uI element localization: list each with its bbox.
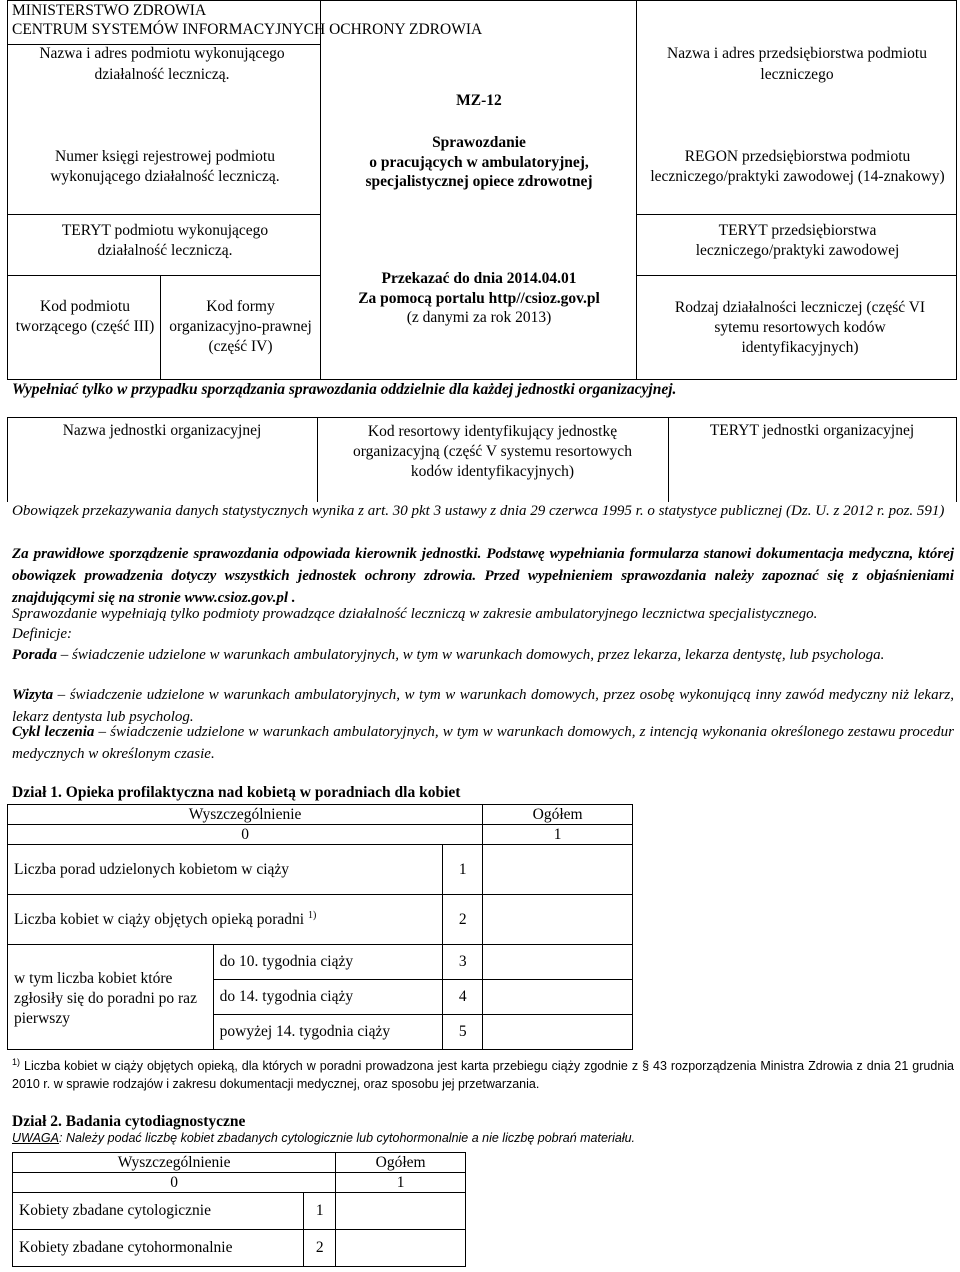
- s1-row2-label: Liczba kobiet w ciąży objętych opieką poradni: [14, 911, 305, 929]
- s1-col-idx1: 1: [483, 825, 633, 845]
- activity-type-label: Rodzaj działalności leczniczej (część VI sytemu resortowych kodów identyfikacyjnych): [674, 299, 926, 356]
- scope-note: Sprawozdanie wypełniają tylko podmioty prowadzące działalność leczniczą w zakresie ambulatoryjnego lecznictwa specjalistycznego.: [12, 606, 818, 622]
- wizyta-term: Wizyta: [12, 687, 54, 703]
- responsibility-note: Za prawidłowe sporządzenie sprawozdania odpowiada kierownik jednostki. Podstawę wypełniania formularza stanowi dokumentacja medyczna, której obowiązek prowadzenia dotyczy wszystkich jednostek ochrony zdrowia. Przed wypełnieniem sprawozdania należy zapoznać się z objaśnieniami znajdującymi się na stronie www.csioz.gov.pl .: [12, 546, 954, 606]
- s1-row1-value[interactable]: [483, 845, 633, 895]
- teryt-enterprise-label: TERYT przedsiębiorstwa leczniczego/praktyki zawodowej: [695, 222, 900, 259]
- unit-name-label: Nazwa jednostki organizacyjnej: [62, 422, 262, 439]
- regon-label: REGON przedsiębiorstwa podmiotu leczniczego/praktyki zawodowej (14-znakowy): [650, 148, 945, 185]
- s2-col-spec: Wyszczególnienie: [13, 1153, 336, 1173]
- s2-col-idx1: 1: [336, 1173, 466, 1193]
- s1-row1-num: 1: [443, 845, 483, 895]
- enterprise-name-address-label: Nazwa i adres przedsiębiorstwa podmiotu leczniczego: [667, 45, 927, 83]
- portal: Za pomocą portalu http//csioz.gov.pl: [358, 290, 600, 307]
- center-name: CENTRUM SYSTEMÓW INFORMACYJNYCH OCHRONY ZDROWIA: [12, 21, 483, 38]
- year-note: (z danymi za rok 2013): [406, 309, 552, 326]
- s2-row1-label: Kobiety zbadane cytologicznie: [13, 1193, 304, 1230]
- unit-note: Wypełniać tylko w przypadku sporządzania sprawozdania oddzielnie dla każdej jednostki organizacyjnej.: [12, 381, 677, 398]
- s1-row1-label: Liczba porad udzielonych kobietom w ciąży: [8, 845, 443, 895]
- s2-row2-value[interactable]: [336, 1230, 466, 1267]
- s1-sub2-label: do 14. tygodnia ciąży: [213, 980, 443, 1015]
- s1-footnote-text: Liczba kobiet w ciąży objętych opieką, dla których w poradni prowadzona jest karta przebiegu ciąży zgodnie z § 43 rozporządzenia Ministra Zdrowia z dnia 21 grudnia 2010 r. w sprawie rodzajów i zakresu dokumentacji medycznej, oraz sposobu jej przetwarzania.: [12, 1059, 954, 1092]
- header-line-6: [636, 275, 957, 276]
- header-line-5: [636, 214, 957, 215]
- s1-sub1-num: 3: [443, 945, 483, 980]
- s2-row1-num: 1: [304, 1193, 336, 1230]
- warning-label: UWAGA: [12, 1131, 59, 1145]
- warning-text: : Należy podać liczbę kobiet zbadanych cytologicznie lub cytohormonalnie a nie liczbę pobrań materiału.: [59, 1131, 636, 1145]
- section2-table: [12, 1152, 466, 1267]
- s1-row2-label-cell: [8, 895, 443, 945]
- report-subtitle: o pracujących w ambulatoryjnej, specjalistycznej opiece zdrowotnej: [365, 154, 593, 190]
- s1-footnote: [12, 1053, 954, 1093]
- legal-form-code-label: Kod formy organizacyjno-prawnej (część IV): [169, 298, 312, 355]
- s2-col-idx0: 0: [13, 1173, 336, 1193]
- legal-obligation: Obowiązek przekazywania danych statystycznych wynika z art. 30 pkt 3 ustawy z dnia 29 czerwca 1995 r. o statystyce publicznej (Dz. U. z 2012 r. poz. 591): [12, 503, 945, 519]
- wizyta-text: – świadczenie udzielone w warunkach ambulatoryjnych, w tym w warunkach domowych, przez osobę wykonującą inny zawód medyczny niż lekarz, lekarz dentysta lub psycholog.: [12, 687, 954, 725]
- unit-table-divider-2: [668, 417, 669, 502]
- s1-sub1-value[interactable]: [483, 945, 633, 980]
- s1-col-idx0: 0: [8, 825, 483, 845]
- teryt-entity-label: TERYT podmiotu wykonującego działalność leczniczą.: [61, 222, 269, 259]
- header-line-4: [160, 275, 161, 380]
- s2-row2-label: Kobiety zbadane cytohormonalnie: [13, 1230, 304, 1267]
- s1-col-spec: Wyszczególnienie: [8, 805, 483, 825]
- registry-number-label: Numer księgi rejestrowej podmiotu wykonującego działalność leczniczą.: [50, 148, 280, 185]
- s1-footnote-mark: 1): [12, 1057, 21, 1067]
- s1-sub3-num: 5: [443, 1015, 483, 1050]
- report-title: Sprawozdanie: [432, 134, 526, 151]
- section1-title: Dział 1. Opieka profilaktyczna nad kobietą w poradniach dla kobiet: [12, 784, 461, 801]
- s1-sub1-label: do 10. tygodnia ciąży: [213, 945, 443, 980]
- definition-porada: [12, 644, 954, 666]
- form-code: MZ-12: [456, 92, 502, 109]
- section2-warning: [12, 1131, 635, 1145]
- header-divider-left: [320, 0, 321, 380]
- section2-title: Dział 2. Badania cytodiagnostyczne: [12, 1113, 246, 1130]
- s2-col-total: Ogółem: [336, 1153, 466, 1173]
- founder-code-label: Kod podmiotu tworzącego (część III): [15, 298, 155, 335]
- cykl-term: Cykl leczenia: [12, 724, 95, 740]
- s2-row2-num: 2: [304, 1230, 336, 1267]
- unit-table-divider-1: [317, 417, 318, 502]
- s1-row2-num: 2: [443, 895, 483, 945]
- entity-name-address-label: Nazwa i adres podmiotu wykonującego działalność leczniczą.: [39, 45, 285, 83]
- ministry-name: MINISTERSTWO ZDROWIA: [12, 2, 207, 19]
- porada-term: Porada: [12, 647, 57, 663]
- s1-row2-sup: 1): [307, 909, 317, 921]
- section1-table: [7, 804, 633, 1050]
- s1-sub3-value[interactable]: [483, 1015, 633, 1050]
- s2-row1-value[interactable]: [336, 1193, 466, 1230]
- s1-row2-value[interactable]: [483, 895, 633, 945]
- porada-text: – świadczenie udzielone w warunkach ambulatoryjnych, w tym w warunkach domowych, przez lekarza, lekarza dentystę, lub psychologa.: [57, 647, 885, 663]
- s1-group-label: w tym liczba kobiet które zgłosiły się do poradni po raz pierwszy: [8, 945, 214, 1050]
- unit-teryt-label: TERYT jednostki organizacyjnej: [709, 422, 915, 439]
- unit-code-label: Kod resortowy identyfikujący jednostkę organizacyjną (część V systemu resortowych kodów identyfikacyjnych): [353, 423, 632, 480]
- header-line-3: [7, 275, 321, 276]
- definitions-title: Definicje:: [12, 626, 72, 642]
- s1-col-total: Ogółem: [483, 805, 633, 825]
- s1-sub2-value[interactable]: [483, 980, 633, 1015]
- s1-sub2-num: 4: [443, 980, 483, 1015]
- definition-cykl: [12, 721, 954, 765]
- header-divider-right: [636, 0, 637, 380]
- s1-sub3-label: powyżej 14. tygodnia ciąży: [213, 1015, 443, 1050]
- deadline: Przekazać do dnia 2014.04.01: [381, 270, 577, 287]
- header-line-2: [7, 214, 321, 215]
- cykl-text: – świadczenie udzielone w warunkach ambulatoryjnych, w tym w warunkach domowych, z intencją wykonania określonego zestawu procedur medycznych w określonym czasie.: [12, 724, 954, 762]
